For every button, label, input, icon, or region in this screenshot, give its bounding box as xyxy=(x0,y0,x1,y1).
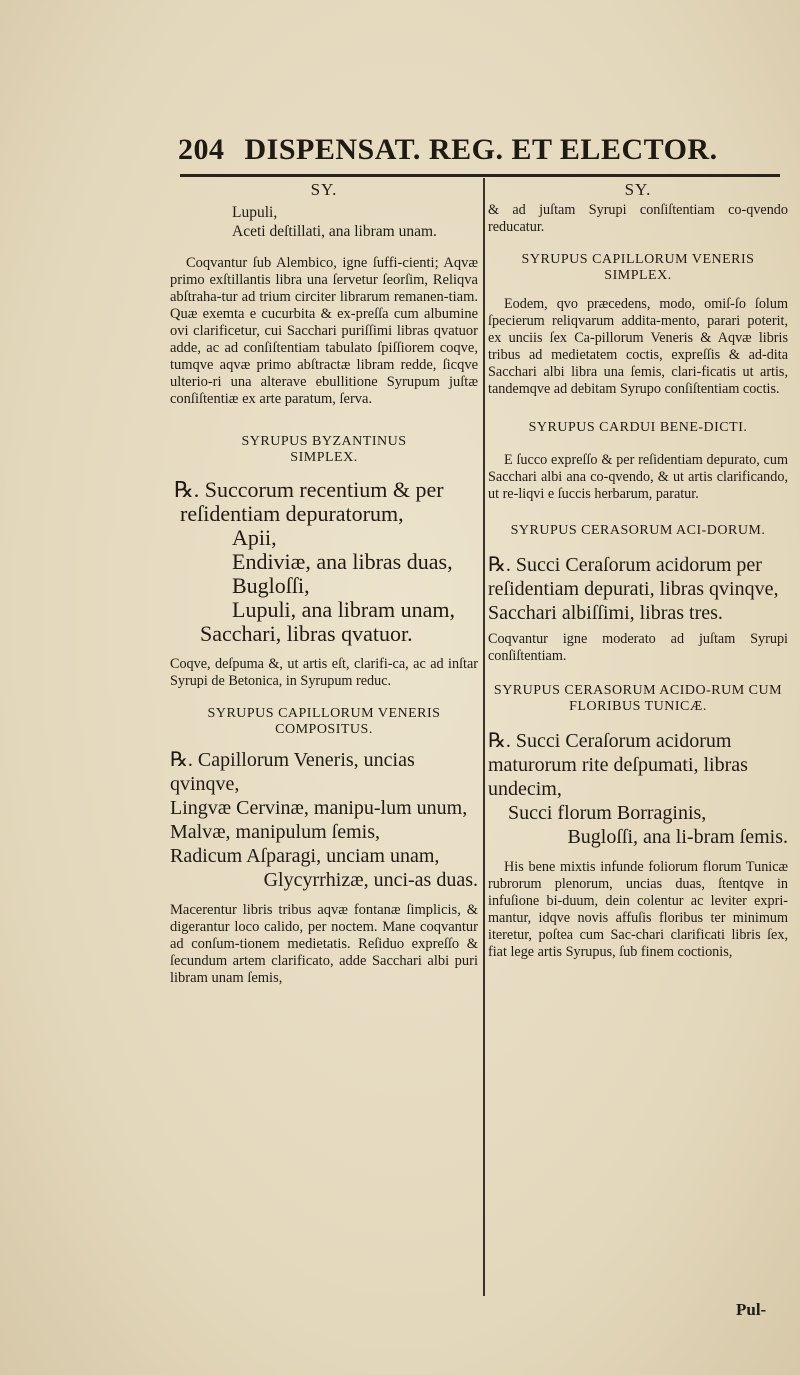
paragraph-capillorum-simplex: Eodem, qvo præcedens, modo, omiſ-ſo ſolum ſpecierum reliqvarum addita-mento, parari poterit, ex unciis ſex Ca-pillorum Veneris & Aqvæ libris tribus ad medietatem coctis, expreſſis & ad-dita Sacchari albi libra una ſemis, clari-ficatis ut artis, tandemqve ad debitam Syrupo conſiſtentiam coctis. xyxy=(488,296,788,397)
left-column xyxy=(170,180,478,987)
ingredient-sacchari: Sacchari, libras qvatuor. xyxy=(200,621,413,646)
paragraph-preparation: Coqvantur ſub Alembico, igne ſuffi-cienti; Aqvæ primo exſtillantis libra una ſervetur ſeorſim, Reliqva abſtraha-tur ad trium circiter librarum remanen-tiam. Quæ exemta e cucurbita & ex-preſſa cum albumine ovi clarificetur, cui Sacchari puriſſimi libras qvatuor adde, ac ad conſiſtentiam tabulato ſpiſſiorem coqve, tumqve aqvæ primo abſtractæ libram redde, ſicqve ulterio-ri una alterave ebullitione Syrupum juſtæ conſiſtentiæ ex arte paratum, ſerva. xyxy=(170,255,478,407)
heading-cerasorum-tunicae: SYRUPUS CERASORUM ACIDO-RUM CUM FLORIBUS TUNICÆ. xyxy=(493,683,783,714)
recipe-tunicae-intro: ℞. Succi Ceraſorum acidorum maturorum rite deſpumati, libras undecim, xyxy=(488,730,748,800)
heading-capillorum-simplex: SYRUPUS CAPILLORUM VENERIS SIMPLEX. xyxy=(521,252,755,283)
heading-cerasorum-acidorum: SYRUPUS CERASORUM ACI-DORUM. xyxy=(510,523,766,538)
heading-capillorum-compositus: SYRUPUS CAPILLORUM VENERIS COMPOSITUS. xyxy=(207,706,441,737)
running-title: DISPENSAT. REG. ET ELECTOR. xyxy=(244,133,718,166)
header-rule xyxy=(180,174,780,177)
paragraph-byzantinus-method: Coqve, deſpuma &, ut artis eſt, clarifi-ca, ac ad inſtar Syrupi de Betonica, in Syrupum reduc. xyxy=(170,656,478,689)
column-divider xyxy=(483,178,485,1296)
recipe-capillorum-intro: ℞. Capillorum Veneris, uncias qvinqve, xyxy=(170,749,415,795)
left-catch-heading: SY. xyxy=(310,180,338,199)
paragraph-cardui-benedicti: E ſucco expreſſo & per reſidentiam depurato, cum Sacchari albi ana co-qvendo, & ut artis clarificando, ut re-liqvi e ſuccis herbarum, paratur. xyxy=(488,452,788,502)
ingredient-apii: Apii, xyxy=(232,525,277,550)
right-column xyxy=(488,180,788,961)
recipe-cerasorum-intro: ℞. Succi Ceraſorum acidorum per reſidentiam depurati, libras qvinqve, xyxy=(488,554,779,600)
page-number: 204 xyxy=(178,133,225,166)
paragraph-capillorum-method: Macerentur libris tribus aqvæ fontanæ ſimplicis, & digerantur loco calido, per noctem. Mane coqvantur ad conſum-tionem medietatis. Reſiduo expreſſo & ſecundum artem clarificato, adde Sacchari albi puri libram unam ſemis, xyxy=(170,902,478,986)
page-header xyxy=(178,133,778,173)
ingredient-buglossi: Bugloſſi, xyxy=(232,573,310,598)
paragraph-cerasorum-method: Coqvantur igne moderato ad juſtam Syrupi conſiſtentiam. xyxy=(488,631,788,664)
ingredient-buglossi-right: Bugloſſi, ana li-bram ſemis. xyxy=(567,826,788,848)
ingredient-succi-borraginis: Succi florum Borraginis, xyxy=(508,802,707,824)
ingredient-radicum: Radicum Aſparagi, unciam unam, xyxy=(170,845,440,867)
heading-syrupus-byzantinus: SYRUPUS BYZANTINUS SIMPLEX. xyxy=(241,434,407,465)
right-catch-heading: SY. xyxy=(624,180,652,199)
catchword: Pul- xyxy=(736,1300,767,1319)
ingredient-endiviae: Endiviæ, ana libras duas, xyxy=(232,549,453,574)
heading-cardui-benedicti: SYRUPUS CARDUI BENE-DICTI. xyxy=(528,420,748,435)
ingredient-aceti: Aceti deſtillati, ana libram unam. xyxy=(232,222,437,240)
ingredient-sacchari-albissimi: Sacchari albiſſimi, libras tres. xyxy=(488,602,723,624)
paragraph-tunicae-method: His bene mixtis infunde foliorum florum Tunicæ rubrorum plenorum, uncias duas, ſtentqve in infuſione bi-duum, dein colentur ac leviter expri-mantur, idqve novis affuſis floribus ter minimum iteretur, poſtea cum Sac-chari clarificati libris ſex, fiat lege artis Syrupus, ſub finem coctionis, xyxy=(488,859,788,960)
ingredient-lupuli-2: Lupuli, ana libram unam, xyxy=(232,597,455,622)
ingredient-lingvae: Lingvæ Cervinæ, manipu-lum unum, xyxy=(170,797,468,819)
ingredient-lupuli: Lupuli, xyxy=(232,204,278,221)
paragraph-continuation: & ad juſtam Syrupi conſiſtentiam co-qvendo reducatur. xyxy=(488,202,788,235)
recipe-byzantinus-intro: ℞. Succorum recentium & per reſidentiam depuratorum, xyxy=(174,477,444,526)
ingredient-glycyrrhizae: Glycyrrhizæ, unci-as duas. xyxy=(263,869,478,891)
ingredient-malvae: Malvæ, manipulum ſemis, xyxy=(170,821,380,843)
